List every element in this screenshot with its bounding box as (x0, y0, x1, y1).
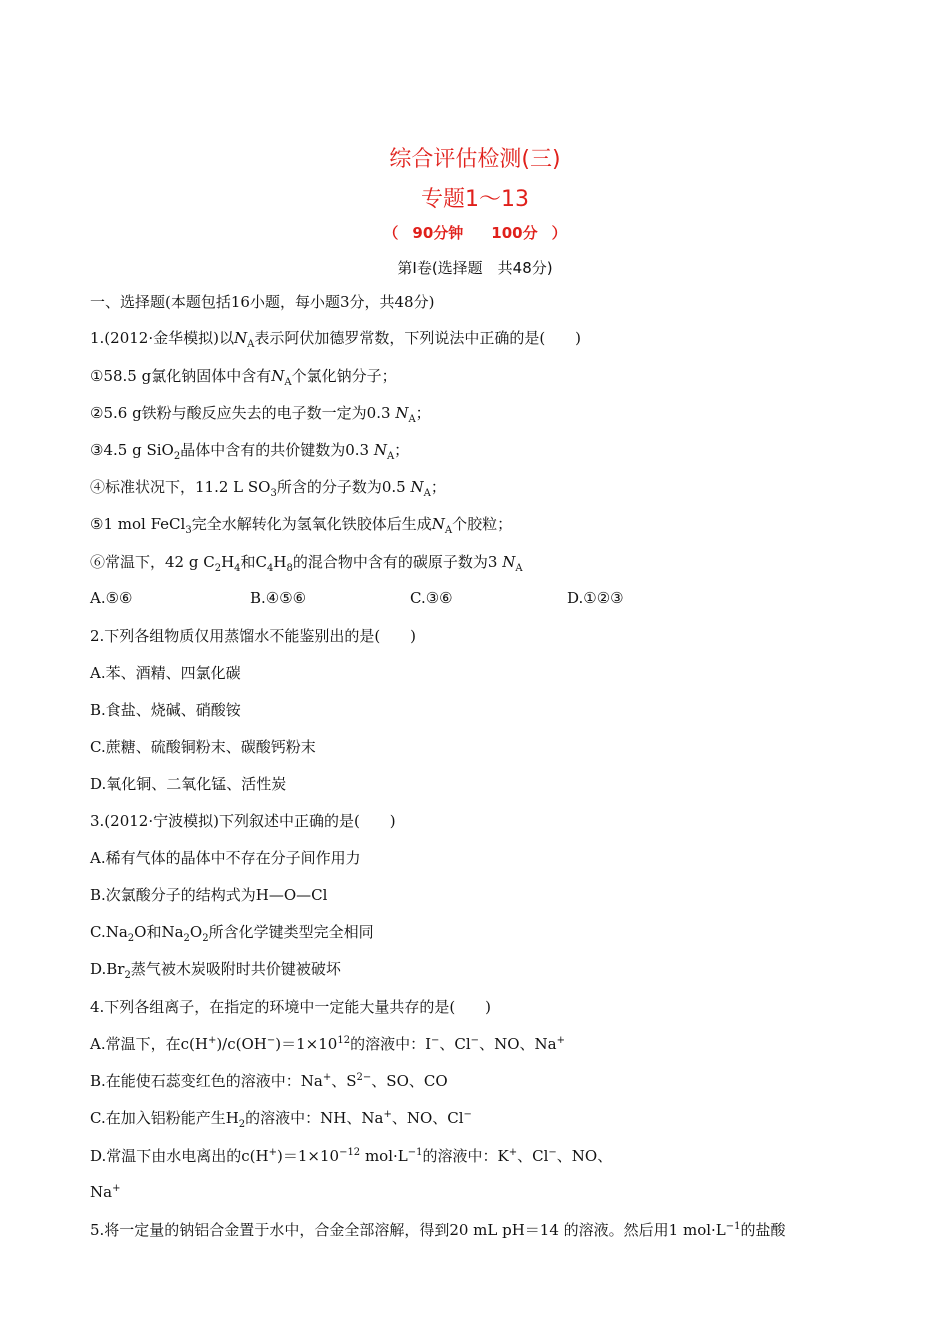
question-3-stem: 3.(2012·宁波模拟)下列叙述中正确的是( ) (90, 812, 396, 830)
part-heading: 一、选择题(本题包括16小题，每小题3分，共48分) (90, 293, 435, 311)
option-b[interactable]: B.④⑤⑥ (250, 589, 307, 607)
question-1-statement-4: ④标准状况下，11.2 L $SO_3$所含的分子数为0.5 $N_A$； (90, 478, 446, 499)
question-1-statement-2: ②5.6 g铁粉与酸反应失去的电子数一定为0.3 $N_A$； (90, 404, 431, 425)
exam-time: 90分钟 (412, 224, 464, 242)
question-1-statement-5: ⑤1 mol FeCl$_3$完全水解转化为氢氧化铁胶体后生成$N_A$个胶粒； (90, 515, 513, 536)
exam-duration-score: （ 90分钟 100分 ） (383, 224, 567, 242)
question-4-stem: 4.下列各组离子，在指定的环境中一定能大量共存的是( ) (90, 998, 492, 1016)
section-heading: 第Ⅰ卷(选择题 共48分) (397, 259, 553, 277)
question-1-statement-3: ③4.5 g SiO$_2$晶体中含有的共价键数为0.3 $N_A$； (90, 441, 410, 462)
question-3-option-d[interactable]: $D.Br_2$蒸气被木炭吸附时共价键被破坏 (90, 960, 341, 981)
question-3-option-b[interactable]: B.次氯酸分子的结构式为H—O—Cl (90, 886, 328, 904)
question-4-option-c[interactable]: C.在加入铝粉能产生$H_2$的溶液中：NH、Na+、NO、Cl− (90, 1109, 472, 1130)
question-4-option-d[interactable]: D.常温下由水电离出的$c(H^+)=1\times 10^{-12}$ $mol\cdot L^{-1}$的溶液中：K+、Cl−、NO、 (90, 1147, 613, 1165)
exam-score: 100分 (491, 224, 538, 242)
question-2-stem: 2.下列各组物质仅用蒸馏水不能鉴别出的是( ) (90, 627, 417, 645)
question-2-option-d[interactable]: D.氧化铜、二氧化锰、活性炭 (90, 775, 287, 793)
option-a[interactable]: A.⑤⑥ (90, 589, 133, 607)
question-2-option-a[interactable]: A.苯、酒精、四氯化碳 (90, 664, 241, 682)
page-title: 综合评估检测(三) (389, 147, 561, 172)
question-1-statement-6: ⑥常温下，42 g $C_2H_4$和$C_4H_8$的混合物中含有的碳原子数为3 $N_A$ (90, 553, 523, 574)
option-c[interactable]: C.③⑥ (410, 589, 453, 607)
question-1-statement-1: ①58.5 g氯化钠固体中含有$N_A$个氯化钠分子； (90, 367, 397, 388)
question-2-option-c[interactable]: C.蔗糖、硫酸铜粉末、碳酸钙粉末 (90, 738, 316, 756)
question-3-option-c[interactable]: $C.Na_2O$和$Na_2O_2$所含化学键类型完全相同 (90, 923, 374, 944)
option-d[interactable]: D.①②③ (567, 589, 624, 607)
question-4-option-d-continued: Na+ (90, 1183, 121, 1201)
question-1-stem: 1.(2012·金华模拟)以$N_A$表示阿伏加德罗常数，下列说法中正确的是( ) (90, 329, 582, 350)
question-4-option-a[interactable]: A.常温下，在$c(H^+)/c(OH^-)=1\times 10^{12}$的溶液中：I−、Cl−、NO、Na+ (90, 1035, 565, 1053)
question-3-option-a[interactable]: A.稀有气体的晶体中不存在分子间作用力 (90, 849, 361, 867)
page-subtitle: 专题1～13 (421, 187, 529, 212)
question-4-option-b[interactable]: B.在能使石蕊变红色的溶液中：Na+、$S^{2-}$、SO、CO (90, 1072, 448, 1090)
question-2-option-b[interactable]: B.食盐、烧碱、硝酸铵 (90, 701, 241, 719)
question-5-stem: 5.将一定量的钠铝合金置于水中，合金全部溶解，得到20 mL pH＝14 的溶液。然后用1 $mol\cdot L^{-1}$的盐酸 (90, 1221, 786, 1239)
